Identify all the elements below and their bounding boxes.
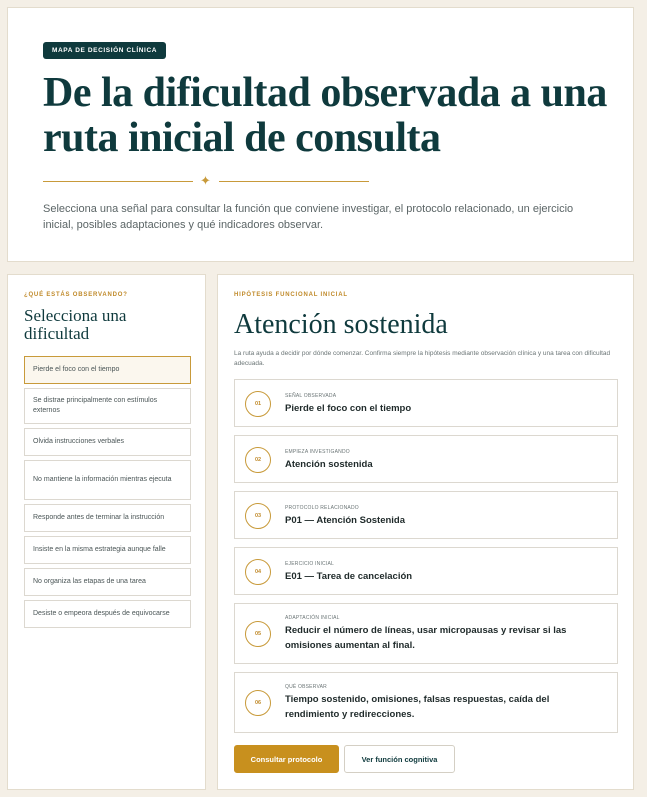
step-number: 03	[245, 503, 271, 529]
step-number: 06	[245, 690, 271, 716]
difficulty-option-desiste[interactable]	[24, 600, 191, 628]
option-label: No organiza las etapas de una tarea	[33, 578, 146, 585]
section-badge: MAPA DE DECISIÓN CLÍNICA	[43, 42, 166, 59]
divider-line-left	[43, 181, 193, 182]
view-cognitive-function-button[interactable]: Ver función cognitiva	[344, 745, 455, 773]
step-value: Pierde el foco con el tiempo	[285, 403, 412, 414]
divider-line-right	[219, 181, 369, 182]
difficulty-option-responde-antes[interactable]	[24, 504, 191, 532]
step-label: EJERCICIO INICIAL	[285, 561, 334, 567]
difficulty-option-pierde-foco[interactable]	[24, 356, 191, 384]
step-value: E01 — Tarea de cancelación	[285, 571, 413, 582]
step-number: 05	[245, 621, 271, 647]
difficulty-options	[24, 356, 191, 632]
hypothesis-description: La ruta ayuda a decidir por dónde comenzar. Confirma siempre la hipótesis mediante observación clínica y una tarea con dificultad adecuada.	[234, 350, 611, 367]
option-label: Pierde el foco con el tiempo	[33, 366, 120, 373]
option-label: Desiste o empeora después de equivocarse	[33, 610, 170, 617]
step-label: EMPIEZA INVESTIGANDO	[285, 449, 350, 455]
step-number: 02	[245, 447, 271, 473]
route-step	[234, 491, 618, 539]
difficulty-option-misma-estrategia[interactable]	[24, 536, 191, 564]
hero-card	[7, 7, 634, 262]
difficulty-option-mantener-informacion[interactable]	[24, 460, 191, 500]
route-steps	[234, 379, 618, 741]
title-divider	[43, 173, 369, 189]
step-number: 01	[245, 391, 271, 417]
route-step	[234, 435, 618, 483]
option-label: No mantiene la información mientras ejecuta	[33, 476, 172, 483]
option-label: Insiste en la misma estrategia aunque falle	[33, 546, 166, 553]
route-step	[234, 379, 618, 427]
hypothesis-title: Atención sostenida	[234, 309, 448, 340]
difficulty-option-organizar-etapas[interactable]	[24, 568, 191, 596]
hypothesis-panel	[217, 274, 634, 790]
route-step	[234, 547, 618, 595]
step-value: Reducir el número de líneas, usar micropausas y revisar si las omisiones aumentan al final.	[285, 625, 567, 651]
panel-eyebrow: HIPÓTESIS FUNCIONAL INICIAL	[234, 292, 348, 298]
consult-protocol-button[interactable]: Consultar protocolo	[234, 745, 339, 773]
page-description: Selecciona una señal para consultar la función que conviene investigar, el protocolo relacionado, un ejercicio inicial, posibles adaptaciones y qué indicadores observar.	[43, 203, 574, 231]
difficulty-sidebar	[7, 274, 206, 790]
step-label: SEÑAL OBSERVADA	[285, 393, 337, 399]
option-label: Olvida instrucciones verbales	[33, 438, 125, 445]
step-value: P01 — Atención Sostenida	[285, 515, 406, 526]
step-label: PROTOCOLO RELACIONADO	[285, 505, 359, 511]
step-value: Atención sostenida	[285, 459, 373, 470]
route-step	[234, 672, 618, 733]
step-label: ADAPTACIÓN INICIAL	[285, 615, 340, 621]
difficulty-option-instrucciones-verbales[interactable]	[24, 428, 191, 456]
step-value: Tiempo sostenido, omisiones, falsas respuestas, caída del rendimiento y redirecciones.	[285, 694, 550, 720]
sidebar-title: Selecciona una dificultad	[24, 306, 127, 343]
four-point-star-icon: ✦	[200, 173, 211, 188]
step-number: 04	[245, 559, 271, 585]
sidebar-eyebrow: ¿QUÉ ESTÁS OBSERVANDO?	[24, 292, 128, 298]
difficulty-option-estimulos-externos[interactable]	[24, 388, 191, 424]
step-label: QUÉ OBSERVAR	[285, 684, 327, 690]
option-label: Responde antes de terminar la instrucción	[33, 514, 165, 521]
route-step	[234, 603, 618, 664]
option-label: Se distrae principalmente con estímulos externos	[33, 397, 158, 414]
page-title: De la dificultad observada a una ruta inicial de consulta	[43, 70, 607, 161]
